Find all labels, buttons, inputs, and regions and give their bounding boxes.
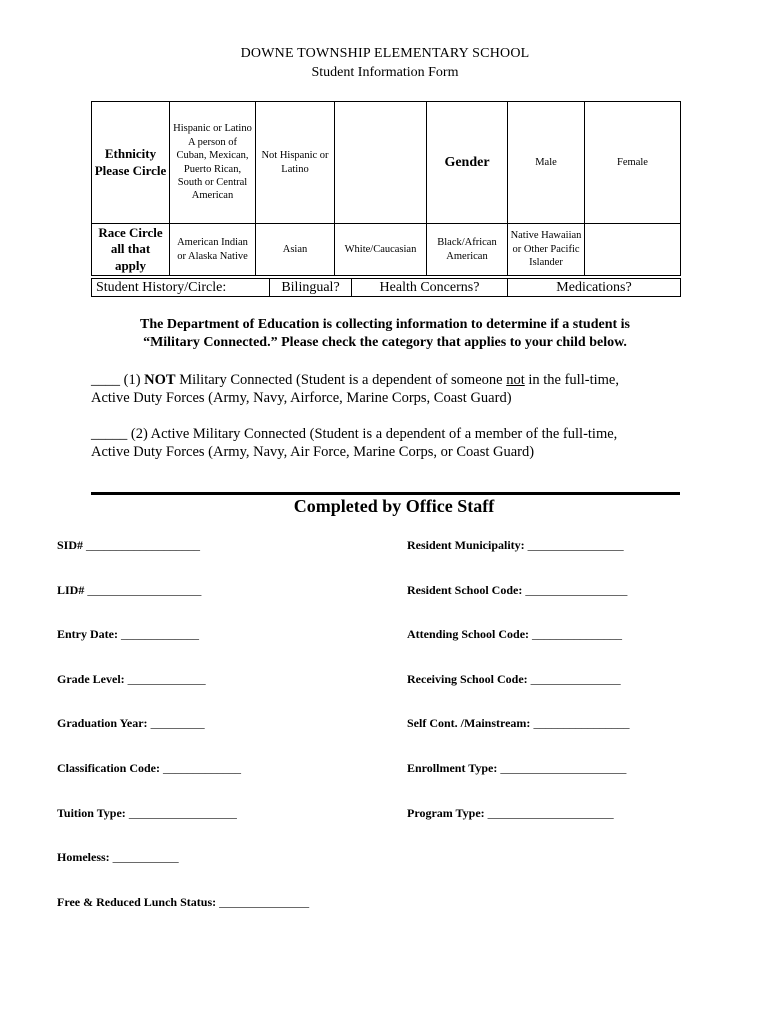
health-concerns-option[interactable]: Health Concerns? xyxy=(352,279,508,297)
attending-school-code-label: Attending School Code: xyxy=(407,627,530,641)
option2-line1: (2) Active Military Connected (Student is a dependent of a member of the full-time, xyxy=(130,426,618,442)
mainstream-field[interactable] xyxy=(407,716,629,731)
resident-school-code-label: Resident School Code: xyxy=(407,583,523,597)
grade-level-field[interactable] xyxy=(57,672,206,687)
grade-level-label: Grade Level: xyxy=(57,672,125,686)
classification-code-field[interactable] xyxy=(57,761,241,776)
military-option-2 xyxy=(91,425,691,461)
enrollment-type-label: Enrollment Type: xyxy=(407,761,498,775)
office-section-title: Completed by Office Staff xyxy=(293,496,495,516)
homeless-line[interactable]: ___________ xyxy=(112,850,179,864)
ethnicity-empty-cell xyxy=(335,102,427,224)
gender-option-male[interactable]: Male xyxy=(508,102,585,224)
lunch-status-label: Free & Reduced Lunch Status: xyxy=(57,895,217,909)
option2-line2: Active Duty Forces (Army, Navy, Air Force, Marine Corps, or Coast Guard) xyxy=(91,444,535,460)
tuition-type-label: Tuition Type: xyxy=(57,806,126,820)
option1-number: (1) xyxy=(123,372,141,388)
lid-line[interactable]: ___________________ xyxy=(87,583,202,597)
race-option-asian[interactable]: Asian xyxy=(256,224,335,276)
bilingual-option[interactable]: Bilingual? xyxy=(270,279,352,297)
military-notice xyxy=(0,316,770,352)
graduation-year-line[interactable]: _________ xyxy=(150,716,205,730)
program-type-field[interactable] xyxy=(407,806,614,821)
gender-label: Gender xyxy=(427,102,508,224)
mainstream-line[interactable]: ________________ xyxy=(533,716,630,730)
lunch-status-line[interactable]: _______________ xyxy=(219,895,310,909)
race-label: Race Circle all that apply xyxy=(92,224,170,276)
race-option-pacific-islander[interactable]: Native Hawaiian or Other Pacific Islander xyxy=(508,224,585,276)
resident-school-code-field[interactable] xyxy=(407,583,627,598)
option1-text-b: in the full-time, xyxy=(528,372,619,388)
ethnicity-row xyxy=(92,102,681,224)
demographics-table xyxy=(91,101,681,276)
gender-option-female[interactable]: Female xyxy=(585,102,681,224)
classification-code-line[interactable]: _____________ xyxy=(163,761,241,775)
enrollment-type-line[interactable]: _____________________ xyxy=(500,761,627,775)
option1-not-underlined: not xyxy=(506,372,525,388)
race-option-black[interactable]: Black/African American xyxy=(427,224,508,276)
option1-line2: Active Duty Forces (Army, Navy, Airforce, Marine Corps, Coast Guard) xyxy=(91,390,512,406)
tuition-type-field[interactable] xyxy=(57,806,237,821)
entry-date-field[interactable] xyxy=(57,627,199,642)
student-history-row xyxy=(92,279,681,297)
lid-label: LID# xyxy=(57,583,85,597)
attending-school-code-field[interactable] xyxy=(407,627,622,642)
homeless-label: Homeless: xyxy=(57,850,110,864)
attending-school-code-line[interactable]: _______________ xyxy=(532,627,623,641)
entry-date-line[interactable]: _____________ xyxy=(120,627,199,641)
lunch-status-field[interactable] xyxy=(57,895,309,910)
race-row xyxy=(92,224,681,276)
option2-checkbox-line[interactable]: _____ xyxy=(91,426,128,442)
sid-field[interactable] xyxy=(57,538,200,553)
entry-date-label: Entry Date: xyxy=(57,627,118,641)
military-option-1 xyxy=(91,371,691,407)
student-history-label: Student History/Circle: xyxy=(92,279,270,297)
resident-municipality-label: Resident Municipality: xyxy=(407,538,525,552)
ethnicity-label: Ethnicity Please Circle xyxy=(92,102,170,224)
race-empty-cell xyxy=(585,224,681,276)
receiving-school-code-field[interactable] xyxy=(407,672,621,687)
graduation-year-label: Graduation Year: xyxy=(57,716,148,730)
resident-municipality-line[interactable]: ________________ xyxy=(527,538,624,552)
graduation-year-field[interactable] xyxy=(57,716,205,731)
grade-level-line[interactable]: _____________ xyxy=(127,672,206,686)
resident-municipality-field[interactable] xyxy=(407,538,624,553)
sid-label: SID# xyxy=(57,538,84,552)
race-option-white[interactable]: White/Caucasian xyxy=(335,224,427,276)
receiving-school-code-label: Receiving School Code: xyxy=(407,672,528,686)
lid-field[interactable] xyxy=(57,583,201,598)
military-notice-line2: “Military Connected.” Please check the category that applies to your child below. xyxy=(143,335,627,350)
medications-option[interactable]: Medications? xyxy=(508,279,681,297)
enrollment-type-field[interactable] xyxy=(407,761,626,776)
classification-code-label: Classification Code: xyxy=(57,761,160,775)
homeless-field[interactable] xyxy=(57,850,179,865)
receiving-school-code-line[interactable]: _______________ xyxy=(530,672,621,686)
military-notice-line1: The Department of Education is collecting information to determine if a student is xyxy=(140,317,630,332)
option1-text-a: Military Connected (Student is a dependent of someone xyxy=(179,372,503,388)
school-name: DOWNE TOWNSHIP ELEMENTARY SCHOOL xyxy=(240,46,530,61)
student-history-table xyxy=(91,278,681,297)
option1-checkbox-line[interactable]: ____ xyxy=(91,372,120,388)
tuition-type-line[interactable]: __________________ xyxy=(128,806,237,820)
mainstream-label: Self Cont. /Mainstream: xyxy=(407,716,531,730)
resident-school-code-line[interactable]: _________________ xyxy=(525,583,628,597)
ethnicity-option-not-hispanic[interactable]: Not Hispanic or Latino xyxy=(256,102,335,224)
form-title: Student Information Form xyxy=(311,65,459,80)
ethnicity-option-hispanic[interactable]: Hispanic or Latino A person of Cuban, Mexican, Puerto Rican, South or Central American xyxy=(170,102,256,224)
program-type-label: Program Type: xyxy=(407,806,485,820)
section-divider xyxy=(91,492,680,495)
race-option-american-indian[interactable]: American Indian or Alaska Native xyxy=(170,224,256,276)
option1-not-emphasis: NOT xyxy=(144,372,176,388)
sid-line[interactable]: ___________________ xyxy=(86,538,201,552)
program-type-line[interactable]: _____________________ xyxy=(487,806,614,820)
